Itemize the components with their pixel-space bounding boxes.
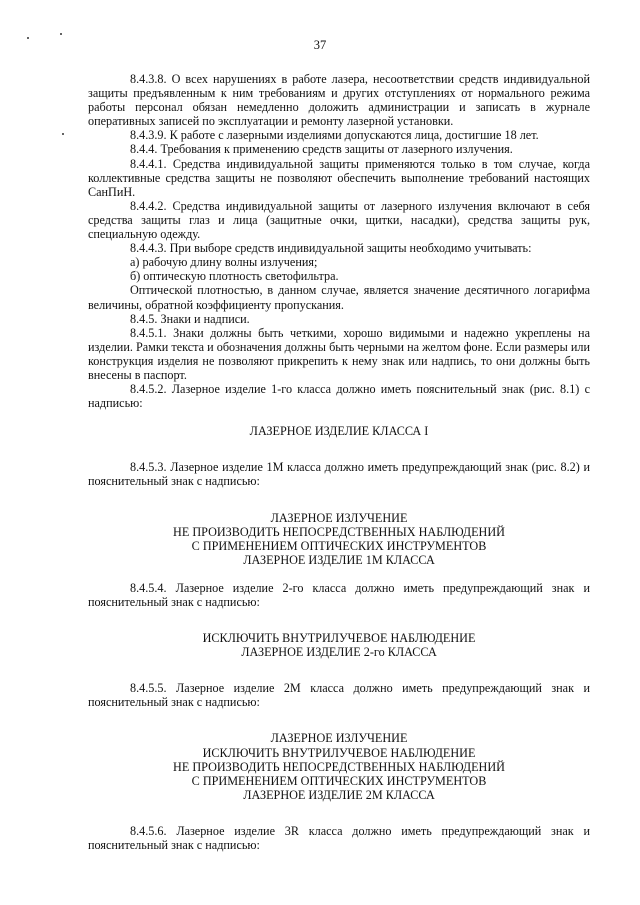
notice-line: ЛАЗЕРНОЕ ИЗДЕЛИЕ 2-го КЛАССА (241, 645, 437, 660)
notice-line: ЛАЗЕРНОЕ ИЗДЕЛИЕ КЛАССА I (249, 424, 429, 439)
scan-speck (60, 33, 62, 35)
list-item-b: б) оптическую плотность светофильтра. (130, 269, 339, 284)
paragraph-8-4-5-6: 8.4.5.6. Лазерное изделие 3R класса должно иметь предупреждающий знак и пояснительный знак с надписью: (88, 823, 590, 853)
notice-line: С ПРИМЕНЕНИЕМ ОПТИЧЕСКИХ ИНСТРУМЕНТОВ (191, 773, 487, 788)
document-body (88, 72, 590, 852)
notice-line: ЛАЗЕРНОЕ ИЗЛУЧЕНИЕ (270, 510, 408, 525)
paragraph-8-4-5-4: 8.4.5.4. Лазерное изделие 2-го класса должно иметь предупреждающий знак и пояснительный знак с надписью: (88, 580, 590, 609)
paragraph-8-4-4-1: 8.4.4.1. Средства индивидуальной защиты применяются только в том случае, когда коллективные средства защиты не позволяют обеспечить выполнение требований настоящих СанПиН. (88, 156, 590, 199)
page-number: 37 (313, 38, 327, 52)
notice-class-1m (88, 511, 590, 567)
paragraph-8-4-5-2: 8.4.5.2. Лазерное изделие 1-го класса должно иметь пояснительный знак (рис. 8.1) с надписью: (88, 382, 590, 411)
notice-line: ИСКЛЮЧИТЬ ВНУТРИЛУЧЕВОЕ НАБЛЮДЕНИЕ (202, 745, 476, 760)
notice-class-2m (88, 731, 590, 801)
notice-line: ЛАЗЕРНОЕ ИЗДЕЛИЕ 2М КЛАССА (243, 787, 435, 802)
paragraph-optical-density: Оптической плотностью, в данном случае, является значение десятичного логарифма величины, обратной коэффициенту пропускания. (88, 283, 590, 312)
paragraph-8-4-5-1: 8.4.5.1. Знаки должны быть четкими, хорошо видимыми и надежно укреплены на изделии. Рамки текста и обозначения должны быть черными на желтом фоне. Если размеры или конструкция изделия не позволяют прикрепить к нему знак или надпись, то они должны быть внесены в паспорт. (88, 325, 590, 382)
paragraph-8-4-5: 8.4.5. Знаки и надписи. (130, 311, 250, 326)
notice-line: НЕ ПРОИЗВОДИТЬ НЕПОСРЕДСТВЕННЫХ НАБЛЮДЕНИЙ (173, 759, 505, 774)
paragraph-8-4-4: 8.4.4. Требования к применению средств защиты от лазерного излучения. (130, 142, 513, 157)
notice-class-1 (88, 424, 590, 438)
notice-line: ЛАЗЕРНОЕ ИЗДЕЛИЕ 1М КЛАССА (243, 552, 435, 567)
notice-line: С ПРИМЕНЕНИЕМ ОПТИЧЕСКИХ ИНСТРУМЕНТОВ (191, 538, 487, 553)
paragraph-8-4-4-3: 8.4.4.3. При выборе средств индивидуальной защиты необходимо учитывать: (130, 241, 532, 256)
notice-line: НЕ ПРОИЗВОДИТЬ НЕПОСРЕДСТВЕННЫХ НАБЛЮДЕНИЙ (173, 524, 505, 539)
paragraph-8-4-3-8: 8.4.3.8. О всех нарушениях в работе лазера, несоответствии средств индивидуальной защиты предъявленным к ним требованиям и других отступлениях от нормального режима работы персонал обязан немедленно доложить администрации и записать в журнале оперативных записей по эксплуатации и ремонту лазерной установки. (88, 72, 590, 129)
notice-line: ИСКЛЮЧИТЬ ВНУТРИЛУЧЕВОЕ НАБЛЮДЕНИЕ (202, 631, 476, 646)
paragraph-8-4-4-2: 8.4.4.2. Средства индивидуальной защиты от лазерного излучения включают в себя средства защиты глаз и лица (защитные очки, щитки, насадки), средства защиты рук, специальную одежду. (88, 198, 590, 242)
paragraph-8-4-5-5: 8.4.5.5. Лазерное изделие 2М класса должно иметь предупреждающий знак и пояснительный знак с надписью: (88, 681, 590, 710)
scan-speck (62, 133, 64, 135)
paragraph-8-4-5-3: 8.4.5.3. Лазерное изделие 1М класса должно иметь предупреждающий знак (рис. 8.2) и пояснительный знак с надписью: (88, 460, 590, 489)
notice-class-2 (88, 631, 590, 659)
notice-line: ЛАЗЕРНОЕ ИЗЛУЧЕНИЕ (270, 731, 408, 746)
list-item-a: а) рабочую длину волны излучения; (130, 255, 318, 270)
paragraph-8-4-3-9: 8.4.3.9. К работе с лазерными изделиями допускаются лица, достигшие 18 лет. (130, 128, 539, 143)
